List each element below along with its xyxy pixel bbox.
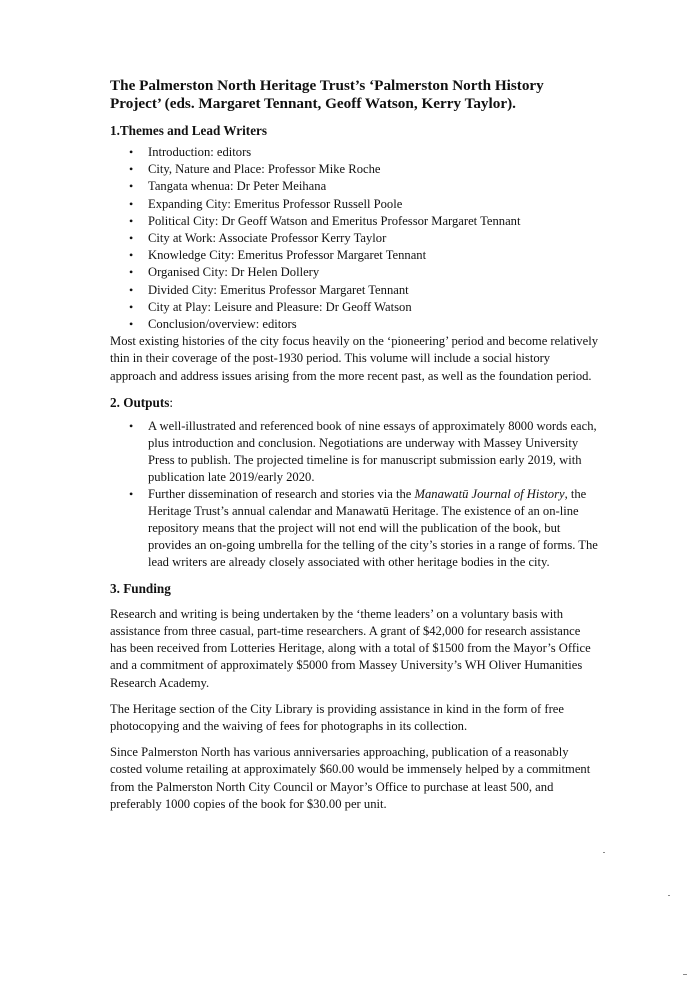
bullet-icon: • xyxy=(129,317,134,332)
bullet-icon: • xyxy=(129,282,134,297)
themes-paragraph: Most existing histories of the city focus heavily on the ‘pioneering’ period and become relatively thin in their coverage of the post-1930 period. This volume will include a social history approach and address issues arising from the more recent past, as well as the foundation period. xyxy=(110,334,598,383)
bullet-icon: • xyxy=(129,162,134,177)
list-item: • Tangata whenua: Dr Peter Meihana xyxy=(129,178,598,195)
list-item: • Conclusion/overview: editors xyxy=(129,316,598,333)
list-item: • Political City: Dr Geoff Watson and Emeritus Professor Margaret Tennant xyxy=(129,213,598,230)
bullet-icon: • xyxy=(129,196,134,211)
funding-heading: 3. Funding xyxy=(110,580,171,596)
list-item: • A well-illustrated and referenced book of nine essays of approximately 8000 words each, plus introduction and conclusion. Negotiations are underway with Massey University Press to publish. The projected timeline is for manuscript submission early 2019, with publication late 2019/early 2020. xyxy=(129,418,597,484)
list-item: • Divided City: Emeritus Professor Margaret Tennant xyxy=(129,282,598,299)
bullet-icon: • xyxy=(129,418,134,433)
bullet-icon: • xyxy=(129,248,134,263)
bullet-icon: • xyxy=(129,299,134,314)
bullet-icon: • xyxy=(129,486,134,501)
list-item: • City, Nature and Place: Professor Mike Roche xyxy=(129,161,598,178)
bullet-icon: • xyxy=(129,265,134,280)
list-item: • City at Work: Associate Professor Kerry Taylor xyxy=(129,230,598,247)
themes-heading: 1.Themes and Lead Writers xyxy=(110,123,268,138)
bullet-icon: • xyxy=(129,213,134,228)
list-item: • City at Play: Leisure and Pleasure: Dr Geoff Watson xyxy=(129,299,598,316)
scan-speck xyxy=(603,852,605,853)
list-item: • Knowledge City: Emeritus Professor Margaret Tennant xyxy=(129,247,598,264)
scan-speck xyxy=(668,895,670,896)
document-body xyxy=(110,77,598,813)
bullet-icon: • xyxy=(129,145,134,159)
funding-paragraph: Research and writing is being undertaken by the ‘theme leaders’ on a voluntary basis with assistance from three casual, part-time researchers. A grant of $42,000 for research assistance has been received from Lotteries Heritage, along with a total of $1500 from the Mayor’s Office and a commitment of approximately $5000 from Massey University’s WH Oliver Humanities Research Academy. xyxy=(110,606,591,690)
outputs-heading: 2. Outputs: xyxy=(110,394,174,410)
list-item: • Expanding City: Emeritus Professor Russell Poole xyxy=(129,196,598,213)
bullet-icon: • xyxy=(129,179,134,194)
funding-paragraph: Since Palmerston North has various anniversaries approaching, publication of a reasonably costed volume retailing at approximately $60.00 would be immensely helped by a commitment from the Palmerston North City Council or Mayor’s Office to purchase at least 500, and preferably 1000 copies of the book for $30.00 per unit. xyxy=(110,745,591,811)
themes-list xyxy=(110,144,598,333)
scan-speck xyxy=(683,974,687,975)
bullet-icon: • xyxy=(129,231,134,246)
outputs-list xyxy=(110,418,598,571)
funding-paragraph: The Heritage section of the City Library is providing assistance in kind in the form of free photocopying and the waiving of fees for photographs in its collection. xyxy=(110,701,564,734)
journal-title: Manawatū Journal of History xyxy=(414,486,565,501)
document-title: The Palmerston North Heritage Trust’s ‘Palmerston North History Project’ (eds. Margaret Tennant, Geoff Watson, Kerry Taylor). xyxy=(110,77,544,112)
list-item: • Organised City: Dr Helen Dollery xyxy=(129,264,598,281)
list-item: • Further dissemination of research and stories via the Manawatū Journal of History, the Heritage Trust’s annual calendar and Manawatū Heritage. The existence of an on-line repository means that the project will not end will the publication of the book, but provides an on-going umbrella for the telling of the city’s stories in a range of forms. The lead writers are already closely associated with other heritage bodies in the city. xyxy=(129,486,598,569)
list-item: • Introduction: editors xyxy=(129,144,598,161)
